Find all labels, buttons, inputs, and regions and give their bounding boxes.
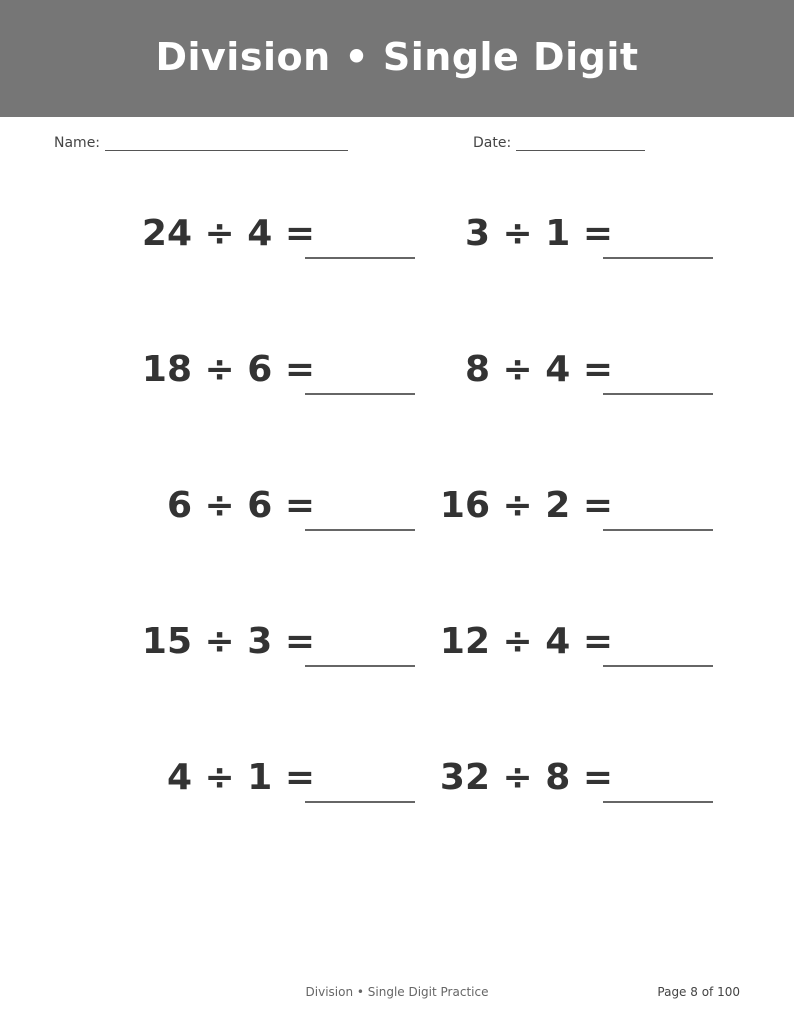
answer-blank[interactable] xyxy=(305,801,415,803)
problem-expression: 18 ÷ 6 = xyxy=(141,349,315,390)
worksheet-header xyxy=(0,0,794,117)
problem-expression: 6 ÷ 6 = xyxy=(166,485,315,526)
name-label: Name: xyxy=(54,135,101,151)
answer-blank[interactable] xyxy=(305,257,415,259)
problem-10 xyxy=(403,754,713,804)
answer-blank[interactable] xyxy=(305,529,415,531)
problem-4 xyxy=(403,346,713,396)
problem-8 xyxy=(403,618,713,668)
problem-5 xyxy=(105,482,415,532)
answer-blank[interactable] xyxy=(305,665,415,667)
answer-blank[interactable] xyxy=(603,257,713,259)
problem-6 xyxy=(403,482,713,532)
date-field[interactable] xyxy=(473,135,645,151)
problem-expression: 16 ÷ 2 = xyxy=(439,485,613,526)
answer-blank[interactable] xyxy=(305,393,415,395)
problem-1 xyxy=(105,210,415,260)
answer-blank[interactable] xyxy=(603,801,713,803)
problem-7 xyxy=(105,618,415,668)
name-field[interactable] xyxy=(54,135,348,151)
worksheet-title: Division • Single Digit xyxy=(155,35,639,79)
name-blank-line[interactable] xyxy=(105,136,348,151)
answer-blank[interactable] xyxy=(603,393,713,395)
problem-expression: 4 ÷ 1 = xyxy=(166,757,315,798)
page-number: Page 8 of 100 xyxy=(657,985,740,999)
answer-blank[interactable] xyxy=(603,529,713,531)
problem-expression: 8 ÷ 4 = xyxy=(464,349,613,390)
problem-9 xyxy=(105,754,415,804)
problem-expression: 12 ÷ 4 = xyxy=(439,621,613,662)
problem-expression: 3 ÷ 1 = xyxy=(464,213,613,254)
problem-expression: 32 ÷ 8 = xyxy=(439,757,613,798)
problem-2 xyxy=(403,210,713,260)
date-blank-line[interactable] xyxy=(516,136,645,151)
problem-expression: 24 ÷ 4 = xyxy=(141,213,315,254)
answer-blank[interactable] xyxy=(603,665,713,667)
problem-expression: 15 ÷ 3 = xyxy=(141,621,315,662)
problem-3 xyxy=(105,346,415,396)
footer-title: Division • Single Digit Practice xyxy=(305,985,489,999)
date-label: Date: xyxy=(473,135,512,151)
